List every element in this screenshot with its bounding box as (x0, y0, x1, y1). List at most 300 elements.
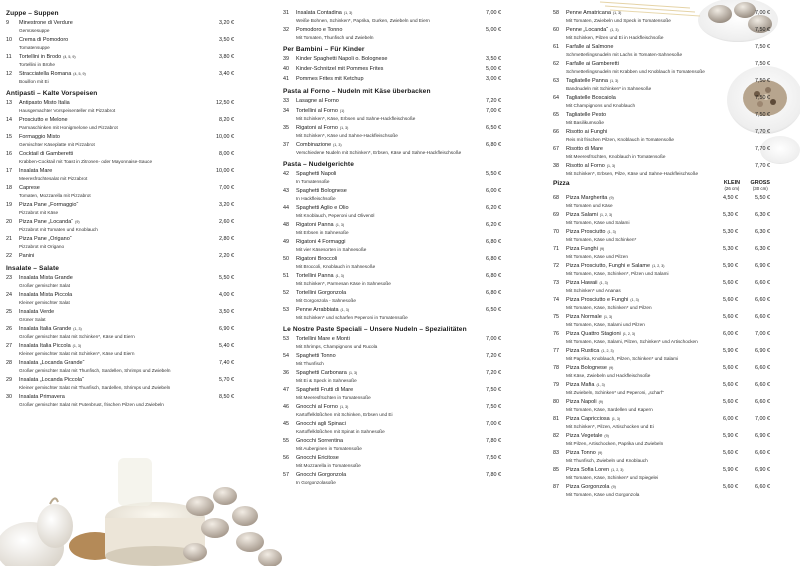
item-number: 73 (553, 280, 559, 286)
menu-item (283, 239, 501, 253)
item-number: 29 (6, 377, 12, 383)
menu-item (6, 168, 234, 182)
item-price: 7,00 € (486, 10, 501, 16)
item-name-text: Gnocchi agli Spinaci (296, 421, 346, 427)
item-name (566, 365, 710, 372)
item-price: 7,50 € (755, 44, 770, 50)
item-number: 56 (283, 455, 289, 461)
price-small: 5,60 € (723, 399, 738, 405)
item-name (19, 275, 194, 282)
item-number: 81 (553, 416, 559, 422)
item-name-text: Pizza Mafia (566, 382, 595, 388)
item-name-text: Tagliatelle Pesto (566, 112, 607, 118)
item-name (566, 195, 710, 202)
item-name-text: Pizza Funghi (566, 246, 598, 252)
allergen-note: (1, 3) (343, 11, 353, 15)
item-description: Mit Tomaten, Käse und Schinken* (566, 237, 637, 242)
item-number: 41 (283, 76, 289, 82)
price-small: 5,60 € (723, 450, 738, 456)
item-price: 5,00 € (486, 66, 501, 72)
item-name-text: Insalata Italia Grande (19, 326, 72, 332)
section-heading: Insalate – Salate (6, 265, 60, 272)
item-description: Mit Paprika, Knoblauch, Pilzen, Schinken* und Salami (566, 356, 679, 361)
item-description: Gemüsesuppe (19, 28, 50, 33)
item-name (19, 219, 194, 226)
allergen-note: (1, 2, 3) (622, 332, 636, 336)
menu-column-2 (283, 10, 501, 489)
menu-item (283, 171, 501, 185)
item-number: 79 (553, 382, 559, 388)
item-name (296, 98, 461, 105)
menu-item (553, 129, 770, 143)
item-name (19, 202, 194, 209)
item-name (566, 129, 730, 136)
item-number: 68 (553, 195, 559, 201)
item-name (566, 280, 710, 287)
item-name-text: Cocktail di Gamberetti (19, 151, 74, 157)
item-number: 42 (283, 171, 289, 177)
item-name-text: Pizza Hawaii (566, 280, 598, 286)
allergen-note: (1) (339, 109, 345, 113)
item-price: 2,80 € (219, 236, 234, 242)
item-name-text: Pizza Normale (566, 314, 602, 320)
item-description: Krabben-Cocktail mit Toast in Zitronen- oder Mayonnaise-Sauce (19, 159, 153, 164)
item-name-text: Spaghetti Bolognese (296, 188, 347, 194)
menu-item (6, 202, 234, 216)
item-description: Mit Zwiebeln, Schinken* und Peperoni, „scharf“ (566, 390, 664, 395)
price-small: 5,30 € (723, 229, 738, 235)
menu-item (6, 394, 234, 408)
allergen-note: (1, 2, 3) (599, 213, 613, 217)
menu-item (283, 27, 501, 41)
price-small: 5,90 € (723, 348, 738, 354)
item-name (296, 404, 461, 411)
item-name-text: Tagliatelle Panna (566, 78, 608, 84)
item-number: 50 (283, 256, 289, 262)
item-number: 36 (283, 370, 289, 376)
item-number: 57 (283, 472, 289, 478)
section-heading: Pasta al Forno – Nudeln mit Käse überbacken (283, 88, 431, 95)
item-name (296, 256, 461, 263)
item-name-text: Gnocchi al Forno (296, 404, 338, 410)
section-heading: Le Nostre Paste Speciali – Unsere Nudeln – Spezialitäten (283, 326, 467, 333)
item-name (19, 151, 194, 158)
item-name-text: Pizza Gorgonzola (566, 484, 610, 490)
item-number: 53 (283, 336, 289, 342)
item-name-text: Kinder-Schnitzel mit Pommes Frites (296, 66, 384, 72)
item-price: 3,20 € (219, 202, 234, 208)
price-large: 6,60 € (755, 484, 770, 490)
item-name (19, 377, 194, 384)
item-price: 3,20 € (219, 20, 234, 26)
menu-item (553, 78, 770, 92)
menu-column-3 (553, 10, 770, 501)
item-name (566, 112, 730, 119)
item-description: Mit Schinken* und scharfen Peperoni in Tomatensoße (296, 315, 408, 320)
allergen-note: (1, 3) (340, 308, 349, 312)
menu-item (6, 236, 234, 250)
item-price: 6,80 € (486, 239, 501, 245)
item-description: Mit Schinken*, Käse und Sahne-Hackfleischsoße (296, 133, 398, 138)
menu-item (6, 37, 234, 51)
item-name (19, 71, 194, 78)
item-number: 31 (283, 10, 289, 16)
price-small: 4,50 € (723, 195, 738, 201)
item-description: Mit Schinken*, Käse, Erbsen und Sahne-Hackfleischsoße (296, 116, 416, 121)
item-price: 7,80 € (486, 438, 501, 444)
item-name (296, 66, 461, 73)
item-number: 32 (283, 27, 289, 33)
item-name (19, 309, 194, 316)
item-name-text: Caprese (19, 185, 40, 191)
pizza-list (553, 195, 770, 498)
allergen-note: (1, 3) (339, 405, 349, 409)
price-large: 6,60 € (755, 365, 770, 371)
price-large: 5,50 € (755, 195, 770, 201)
section-heading: Pasta – Nudelgerichte (283, 161, 354, 168)
item-name-text: Insalata Italia Piccola (19, 343, 71, 349)
item-name (19, 185, 194, 192)
item-price: 6,80 € (486, 142, 501, 148)
item-description: Großer gemischter Salat mit Putenbrust, frischen Pilzen und Zwiebeln (19, 402, 164, 407)
food-photo-garlic-rice-clams (0, 456, 290, 566)
item-description: Mit Shrimps, Champignons und Rucola (296, 344, 378, 349)
item-name (566, 467, 710, 474)
item-name-text: Pizza Pane „Locanda“ (19, 219, 74, 225)
menu-item (6, 326, 234, 340)
item-price: 7,00 € (755, 10, 770, 16)
item-number: 69 (553, 212, 559, 218)
price-large: 6,60 € (755, 280, 770, 286)
item-number: 24 (6, 292, 12, 298)
item-description: Mit Basilikumsoße (566, 120, 605, 125)
item-number: 35 (283, 125, 289, 131)
menu-item (283, 353, 501, 367)
item-name (19, 37, 194, 44)
item-price: 7,70 € (755, 163, 770, 169)
item-number: 48 (283, 222, 289, 228)
item-name-text: Risotto ai Funghi (566, 129, 608, 135)
allergen-note: (1, 3) (73, 327, 82, 331)
section-heading: Antipasti – Kalte Vorspeisen (6, 90, 98, 97)
item-description: Mit Thunfisch, Zwiebeln und Knoblauch (566, 458, 648, 463)
price-small: 5,90 € (723, 263, 738, 269)
allergen-note: (1, 3) (609, 79, 619, 83)
item-name (296, 421, 461, 428)
allergen-note: (1, 3) (335, 274, 344, 278)
item-name (19, 343, 194, 350)
price-small: 5,60 € (723, 280, 738, 286)
menu-item (283, 421, 501, 435)
item-name-text: Pizza Prosciutto, Funghi e Salame (566, 263, 651, 269)
item-name-text: Insalata Mista Grande (19, 275, 73, 281)
allergen-note: (1, 3) (607, 230, 616, 234)
item-number: 22 (6, 253, 12, 259)
menu-item (283, 404, 501, 418)
menu-item (553, 212, 770, 226)
item-name (296, 370, 461, 377)
item-price: 5,50 € (486, 171, 501, 177)
item-name (296, 27, 461, 34)
item-number: 16 (6, 151, 12, 157)
item-name (296, 76, 461, 83)
item-description: Meeresfrüchtesalat mit Pizzabrot (19, 176, 88, 181)
item-name-text: Pizza Rustica (566, 348, 600, 354)
menu-item (283, 256, 501, 270)
item-name-text: Tortellini al Forno (296, 108, 338, 114)
menu-column-1 (6, 10, 234, 411)
item-description: Mit Tomaten, Käse, Schinken* und Spiegelei (566, 475, 659, 480)
price-small: 5,90 € (723, 433, 738, 439)
item-price: 3,50 € (486, 56, 501, 62)
item-name (566, 61, 730, 68)
price-large: 6,60 € (755, 382, 770, 388)
menu-item (283, 98, 501, 105)
item-number: 20 (6, 219, 12, 225)
allergen-note: (9) (609, 196, 614, 200)
section-heading: Zuppe – Suppen (6, 10, 59, 17)
menu-item (6, 377, 234, 391)
price-large: 6,90 € (755, 348, 770, 354)
item-number: 25 (6, 309, 12, 315)
item-description: Mit Tomaten, Zwiebeln und Speck in Tomatensoße (566, 18, 671, 23)
allergen-note: (9) (75, 220, 80, 224)
item-price: 7,00 € (486, 108, 501, 114)
item-name-text: Stracciatella Romana (19, 71, 72, 77)
item-name-text: Pizza Napoli (566, 399, 597, 405)
item-name (566, 10, 730, 17)
item-name-text: Farfalle al Salmone (566, 44, 614, 50)
item-price: 4,00 € (219, 292, 234, 298)
item-description: Mit Schinken* und Ananas (566, 288, 621, 293)
item-price: 7,80 € (486, 472, 501, 478)
item-price: 10,00 € (216, 168, 234, 174)
item-name-text: Pizza Margherita (566, 195, 608, 201)
menu-item (553, 263, 770, 277)
item-description: Mit Tomaten, Käse und Salami (566, 220, 630, 225)
item-description: Schmetterlingsnudeln mit Lachs in Tomaten-Sahnesoße (566, 52, 683, 57)
item-number: 65 (553, 112, 559, 118)
item-name-text: Pomodoro e Tonno (296, 27, 343, 33)
item-name-text: Insalata „Locanda Grande“ (19, 360, 85, 366)
item-number: 87 (553, 484, 559, 490)
item-price: 5,70 € (219, 377, 234, 383)
price-large: 6,60 € (755, 314, 770, 320)
item-number: 46 (283, 404, 289, 410)
menu-item (553, 44, 770, 58)
item-name-text: Rigatoni 4 Formaggi (296, 239, 346, 245)
item-description: Kleiner gemischter Salat (19, 300, 70, 305)
item-description: Kartoffelklößchen mit Spinat in Sahnesoße (296, 429, 385, 434)
menu-item (553, 146, 770, 160)
item-description: Mit Tomaten, Thunfisch und Zwiebeln (296, 35, 374, 40)
item-name (296, 56, 461, 63)
item-price: 12,50 € (216, 100, 234, 106)
item-name-text: Pizza Sofia Loren (566, 467, 610, 473)
item-name-text: Pizza Salami (566, 212, 598, 218)
item-number: 78 (553, 365, 559, 371)
item-name-text: Gnocchi Gorgonzola (296, 472, 347, 478)
item-number: 30 (6, 394, 12, 400)
item-price: 7,50 € (755, 95, 770, 101)
menu-item (6, 253, 234, 260)
item-price: 5,50 € (219, 275, 234, 281)
item-name-text: Tortellini Gorgonzola (296, 290, 347, 296)
item-description: Mit Tomaten, Käse, Schinken*, Pilzen und Salami (566, 271, 669, 276)
item-name-text: Tagliatelle Boscaiola (566, 95, 616, 101)
item-name-text: Tortellini Panna (296, 273, 334, 279)
price-small: 5,90 € (723, 467, 738, 473)
item-description: Kleiner gemischter Salat mit Thunfisch, Sardellen, Shrimps und Zwiebeln (19, 385, 171, 390)
menu-item (283, 125, 501, 139)
item-number: 44 (283, 205, 289, 211)
menu-item (283, 10, 501, 24)
menu-item (283, 273, 501, 287)
item-name-text: Insalata Mare (19, 168, 53, 174)
item-name-text: Penne Amatricana (566, 10, 611, 16)
item-name-text: Rigatoni Panna (296, 222, 334, 228)
item-name-text: Insalata Verde (19, 309, 55, 315)
menu-item (553, 195, 770, 209)
menu-item (6, 275, 234, 289)
item-price: 6,50 € (486, 125, 501, 131)
item-description: Bandnudeln mit Schinken* in Sahnesoße (566, 86, 652, 91)
item-price: 7,70 € (755, 146, 770, 152)
allergen-note: (9) (599, 247, 605, 251)
item-description: Mit Broccoli, Knoblauch in Sahnesoße (296, 264, 376, 269)
item-description: Mit Schinken, Pilzen und Ei in Hackfleischsoße (566, 35, 664, 40)
item-price: 7,00 € (486, 336, 501, 342)
item-number: 37 (283, 142, 289, 148)
item-name-text: Pizza Capricciosa (566, 416, 610, 422)
item-description: Pizzabrot mit Tomaten und Knoblauch (19, 227, 98, 232)
item-number: 33 (283, 98, 289, 104)
item-name (296, 188, 461, 195)
item-name-text: Prosciutto e Melone (19, 117, 68, 123)
allergen-note: (1, 3) (72, 344, 82, 348)
menu-item (553, 467, 770, 481)
menu-item (553, 450, 770, 464)
menu-item (6, 219, 234, 233)
item-name-text: Spaghetti Aglio e Olio (296, 205, 349, 211)
allergen-note: (1, 2, 3) (601, 349, 614, 353)
allergen-note: (4, 5, 9) (73, 72, 86, 76)
item-description: Grüner Salat (19, 317, 46, 322)
item-number: 19 (6, 202, 12, 208)
item-name-text: Lasagne al Forno (296, 98, 339, 104)
price-large: 6,90 € (755, 467, 770, 473)
menu-item (553, 10, 770, 24)
menu-item (6, 151, 234, 165)
item-price: 5,00 € (486, 27, 501, 33)
item-description: Mit Tomaten, Käse und Gorgonzola (566, 492, 640, 497)
allergen-note: (1, 3) (603, 315, 613, 319)
item-number: 43 (283, 188, 289, 194)
item-description: Tomaten, Mozzarella mit Pizzabrot (19, 193, 91, 198)
menu-item (283, 472, 501, 486)
menu-item (553, 297, 770, 311)
menu-item (283, 336, 501, 350)
menu-item (553, 365, 770, 379)
item-name (566, 163, 730, 170)
item-description: In Hackfleischsoße (296, 196, 336, 201)
item-number: 21 (6, 236, 12, 242)
item-number: 49 (283, 239, 289, 245)
menu-item (553, 399, 770, 413)
item-name-text: Kinder Spaghetti Napoli o. Bolognese (296, 56, 388, 62)
item-price: 7,00 € (219, 185, 234, 191)
item-number: 38 (553, 163, 559, 169)
item-number: 40 (283, 66, 289, 72)
item-name (19, 360, 194, 367)
item-description: Mit Schinken*, Parmesan Käse in Sahnesoße (296, 281, 391, 286)
item-name (296, 455, 461, 462)
menu-item (283, 455, 501, 469)
menu-item (553, 27, 770, 41)
item-name (566, 416, 710, 423)
item-description: Mit Pilzen, Artischocken, Paprika und Zwiebeln (566, 441, 664, 446)
item-number: 9 (6, 20, 9, 26)
allergen-note: (1, 3) (610, 28, 619, 32)
item-name-text: Minestrone di Verdure (19, 20, 73, 26)
item-description: Mit Tomaten, Käse, Sardellen und Kapern (566, 407, 653, 412)
item-description: Tortellini in Brühe (19, 62, 55, 67)
item-name (566, 348, 710, 355)
item-description: Mit Käse, Zwiebeln und Hackfleischsoße (566, 373, 651, 378)
item-name (296, 353, 461, 360)
item-name (19, 292, 194, 299)
item-number: 52 (283, 290, 289, 296)
item-price: 7,50 € (755, 61, 770, 67)
item-price: 7,20 € (486, 353, 501, 359)
allergen-note: (1, 3) (611, 417, 621, 421)
allergen-note: (1, 3) (596, 383, 605, 387)
item-price: 7,50 € (486, 387, 501, 393)
item-name (566, 229, 710, 236)
item-name (566, 212, 710, 219)
item-number: 15 (6, 134, 12, 140)
item-price: 6,50 € (486, 307, 501, 313)
item-price: 2,20 € (219, 253, 234, 259)
menu-item (283, 438, 501, 452)
item-number: 39 (283, 56, 289, 62)
menu-item (6, 309, 234, 323)
item-name (296, 273, 461, 280)
menu-item (6, 185, 234, 199)
menu-item (553, 112, 770, 126)
item-name (566, 44, 730, 51)
item-number: 12 (6, 71, 12, 77)
item-name (19, 54, 194, 61)
price-large: 6,90 € (755, 263, 770, 269)
item-description: Mit Schinken*, Pilzen, Artischocken und Ei (566, 424, 654, 429)
item-name (296, 125, 461, 132)
item-price: 7,50 € (755, 27, 770, 33)
item-description: Kleiner gemischter Salat mit Schinken*, Käse und Eiern (19, 351, 135, 356)
item-name-text: Pizza Quattro Stagioni (566, 331, 621, 337)
item-price: 8,20 € (219, 117, 234, 123)
price-small: 5,60 € (723, 382, 738, 388)
item-name (566, 263, 710, 270)
menu-item (283, 76, 501, 83)
item-name-text: Gnocchi Sorrentina (296, 438, 344, 444)
menu-item (6, 54, 234, 68)
item-number: 51 (283, 273, 289, 279)
menu-item (553, 416, 770, 430)
item-number: 53 (283, 307, 289, 313)
menu-item (283, 222, 501, 236)
item-number: 82 (553, 433, 559, 439)
